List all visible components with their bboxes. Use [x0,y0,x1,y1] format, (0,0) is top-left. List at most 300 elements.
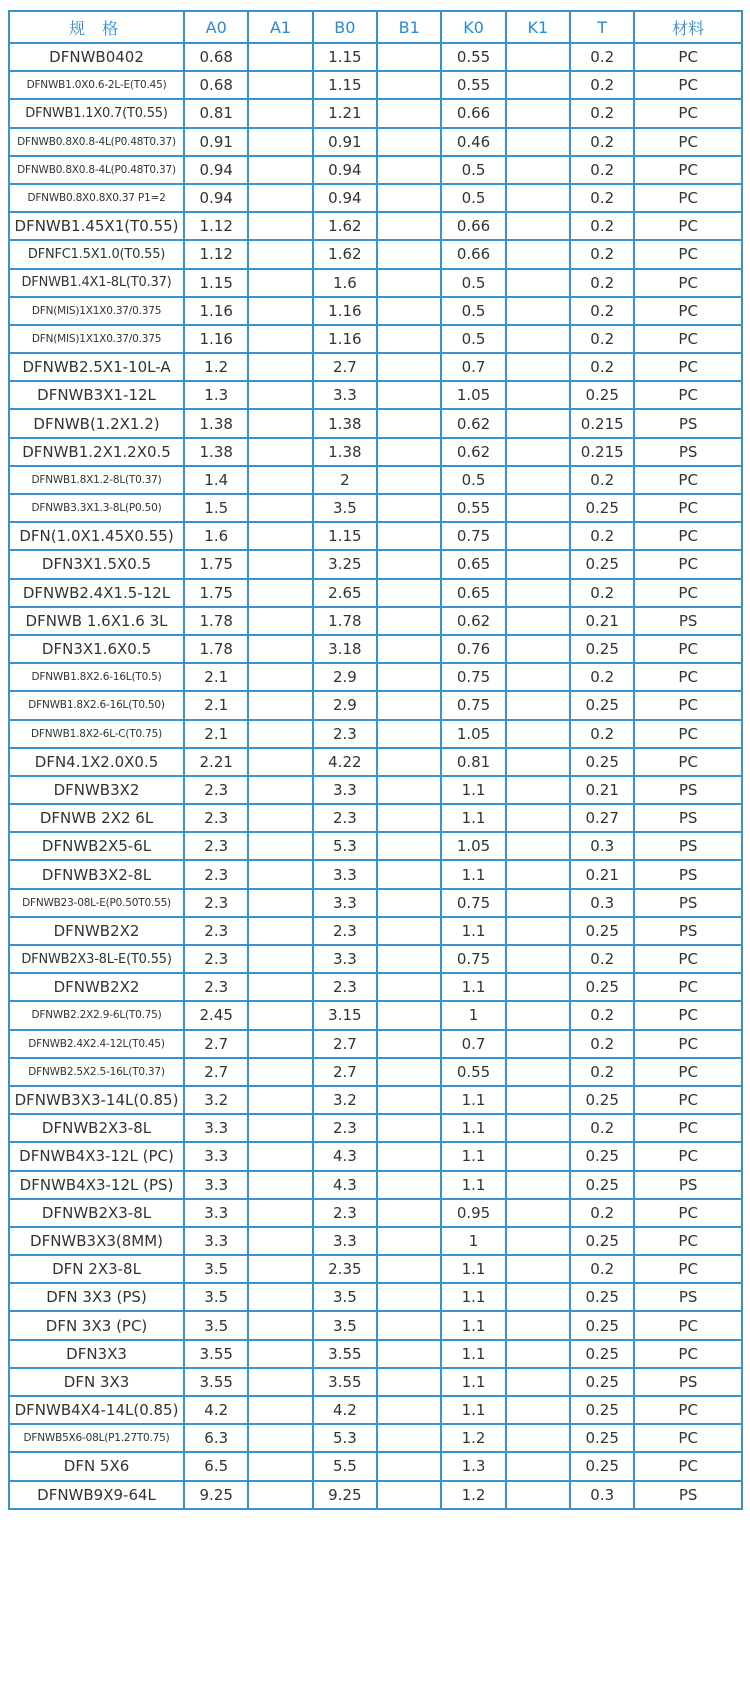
cell-k0: 1 [441,1001,505,1029]
cell-a1 [248,353,312,381]
cell-t: 0.3 [570,832,634,860]
cell-k1 [506,607,570,635]
cell-a1 [248,156,312,184]
cell-t: 0.3 [570,1481,634,1509]
cell-material: PC [634,1311,742,1339]
cell-b1 [377,1283,441,1311]
cell-t: 0.2 [570,466,634,494]
cell-k0: 0.62 [441,409,505,437]
cell-material: PC [634,381,742,409]
cell-b0: 3.5 [313,1311,377,1339]
cell-t: 0.21 [570,776,634,804]
cell-a0: 1.12 [184,212,248,240]
cell-k1 [506,353,570,381]
cell-spec: DFNWB4X3-12L (PS) [9,1171,184,1199]
cell-b0: 1.62 [313,212,377,240]
cell-t: 0.21 [570,860,634,888]
cell-spec: DFNWB1.0X0.6-2L-E(T0.45) [9,71,184,99]
cell-t: 0.2 [570,1255,634,1283]
cell-a1 [248,240,312,268]
cell-material: PC [634,43,742,71]
table-row [9,494,742,522]
cell-a1 [248,550,312,578]
cell-b0: 5.5 [313,1452,377,1480]
cell-k1 [506,889,570,917]
cell-b0: 5.3 [313,1424,377,1452]
cell-material: PS [634,804,742,832]
cell-spec: DFNWB3X2 [9,776,184,804]
table-row [9,1255,742,1283]
cell-b1 [377,494,441,522]
cell-a0: 3.3 [184,1142,248,1170]
cell-material: PC [634,973,742,1001]
cell-b1 [377,1396,441,1424]
cell-t: 0.2 [570,71,634,99]
cell-b1 [377,1368,441,1396]
cell-k1 [506,1030,570,1058]
cell-t: 0.25 [570,748,634,776]
cell-k1 [506,466,570,494]
cell-a1 [248,945,312,973]
cell-b1 [377,1171,441,1199]
cell-a0: 2.1 [184,663,248,691]
cell-k0: 0.75 [441,945,505,973]
cell-material: PC [634,945,742,973]
cell-spec: DFNWB4X3-12L (PC) [9,1142,184,1170]
table-row [9,1368,742,1396]
cell-k1 [506,1311,570,1339]
cell-b0: 3.3 [313,945,377,973]
cell-k0: 0.76 [441,635,505,663]
cell-t: 0.25 [570,1368,634,1396]
cell-b1 [377,663,441,691]
cell-t: 0.25 [570,550,634,578]
cell-t: 0.2 [570,720,634,748]
cell-a0: 0.81 [184,99,248,127]
cell-k0: 1.1 [441,1171,505,1199]
cell-b0: 2.9 [313,691,377,719]
cell-a1 [248,1086,312,1114]
table-row [9,212,742,240]
cell-spec: DFNWB1.8X1.2-8L(T0.37) [9,466,184,494]
cell-material: PC [634,494,742,522]
cell-a1 [248,832,312,860]
cell-k1 [506,691,570,719]
cell-spec: DFN 3X3 (PS) [9,1283,184,1311]
cell-a1 [248,691,312,719]
cell-b1 [377,522,441,550]
cell-k0: 1.1 [441,917,505,945]
cell-b0: 3.2 [313,1086,377,1114]
cell-b0: 1.38 [313,409,377,437]
cell-k1 [506,1283,570,1311]
table-row [9,579,742,607]
cell-t: 0.25 [570,1171,634,1199]
table-header-row [9,11,742,43]
table-row [9,1311,742,1339]
table-row [9,1227,742,1255]
table-row [9,635,742,663]
table-row [9,240,742,268]
cell-a1 [248,438,312,466]
cell-b1 [377,917,441,945]
cell-t: 0.2 [570,240,634,268]
table-row [9,1481,742,1509]
cell-b0: 3.18 [313,635,377,663]
cell-b0: 1.78 [313,607,377,635]
cell-b1 [377,748,441,776]
cell-material: PC [634,1058,742,1086]
cell-k1 [506,522,570,550]
table-row [9,1452,742,1480]
cell-material: PS [634,776,742,804]
cell-a1 [248,1283,312,1311]
cell-b1 [377,1001,441,1029]
table-row [9,1142,742,1170]
cell-k1 [506,579,570,607]
cell-k0: 1 [441,1227,505,1255]
cell-b0: 0.91 [313,128,377,156]
cell-k1 [506,156,570,184]
cell-a0: 3.5 [184,1255,248,1283]
table-row [9,550,742,578]
cell-a1 [248,663,312,691]
cell-spec: DFNWB1.1X0.7(T0.55) [9,99,184,127]
cell-k0: 0.5 [441,297,505,325]
cell-b0: 2.3 [313,973,377,1001]
cell-a1 [248,804,312,832]
cell-t: 0.2 [570,663,634,691]
cell-b0: 3.5 [313,494,377,522]
cell-a0: 3.5 [184,1283,248,1311]
header-spec: 规 格 [9,11,184,43]
cell-t: 0.25 [570,973,634,1001]
table-row [9,1199,742,1227]
cell-k0: 0.7 [441,1030,505,1058]
cell-b0: 0.94 [313,156,377,184]
cell-t: 0.25 [570,1452,634,1480]
cell-a0: 3.55 [184,1368,248,1396]
cell-k0: 0.62 [441,438,505,466]
cell-spec: DFN 5X6 [9,1452,184,1480]
table-row [9,1001,742,1029]
cell-material: PC [634,720,742,748]
cell-a1 [248,325,312,353]
cell-t: 0.2 [570,128,634,156]
cell-spec: DFNWB0.8X0.8-4L(P0.48T0.37) [9,128,184,156]
cell-t: 0.2 [570,1001,634,1029]
cell-k0: 0.55 [441,494,505,522]
cell-a1 [248,43,312,71]
header-t: T [570,11,634,43]
cell-k0: 1.1 [441,776,505,804]
cell-spec: DFNWB1.2X1.2X0.5 [9,438,184,466]
cell-k1 [506,1340,570,1368]
cell-material: PC [634,269,742,297]
table-row [9,128,742,156]
cell-b0: 9.25 [313,1481,377,1509]
table-row [9,409,742,437]
table-row [9,1283,742,1311]
cell-a0: 1.6 [184,522,248,550]
cell-t: 0.25 [570,691,634,719]
cell-b1 [377,579,441,607]
cell-t: 0.2 [570,945,634,973]
cell-a0: 3.3 [184,1199,248,1227]
cell-b1 [377,1424,441,1452]
cell-a0: 2.3 [184,832,248,860]
cell-spec: DFN 3X3 [9,1368,184,1396]
cell-b0: 4.3 [313,1171,377,1199]
table-row [9,945,742,973]
cell-t: 0.2 [570,353,634,381]
table-row [9,1058,742,1086]
cell-b1 [377,860,441,888]
cell-k1 [506,1481,570,1509]
cell-a1 [248,1368,312,1396]
cell-k0: 0.75 [441,522,505,550]
table-row [9,776,742,804]
header-a0: A0 [184,11,248,43]
cell-a0: 1.75 [184,579,248,607]
cell-spec: DFNWB3X2-8L [9,860,184,888]
cell-b0: 5.3 [313,832,377,860]
table-row [9,1424,742,1452]
cell-k1 [506,1171,570,1199]
cell-b1 [377,1058,441,1086]
cell-b1 [377,325,441,353]
cell-b1 [377,550,441,578]
cell-k1 [506,494,570,522]
cell-a1 [248,1001,312,1029]
cell-a0: 2.3 [184,917,248,945]
cell-t: 0.25 [570,1086,634,1114]
cell-k1 [506,748,570,776]
cell-b0: 1.21 [313,99,377,127]
table-row [9,832,742,860]
cell-k1 [506,325,570,353]
cell-a0: 1.2 [184,353,248,381]
cell-spec: DFNWB2.4X1.5-12L [9,579,184,607]
cell-k1 [506,381,570,409]
cell-k1 [506,184,570,212]
cell-k0: 0.5 [441,269,505,297]
cell-spec: DFNWB2X5-6L [9,832,184,860]
cell-b0: 1.16 [313,297,377,325]
table-row [9,1396,742,1424]
cell-a0: 1.78 [184,607,248,635]
cell-b0: 2.9 [313,663,377,691]
table-row [9,607,742,635]
table-row [9,522,742,550]
cell-a1 [248,1171,312,1199]
cell-k0: 1.1 [441,1142,505,1170]
cell-b0: 4.22 [313,748,377,776]
cell-a0: 3.3 [184,1227,248,1255]
table-row [9,1114,742,1142]
cell-material: PC [634,71,742,99]
cell-a1 [248,466,312,494]
cell-t: 0.2 [570,1199,634,1227]
cell-a0: 3.3 [184,1114,248,1142]
cell-k0: 1.1 [441,860,505,888]
cell-a0: 0.68 [184,43,248,71]
cell-a0: 1.15 [184,269,248,297]
cell-material: PS [634,860,742,888]
cell-material: PC [634,1086,742,1114]
cell-k0: 1.1 [441,804,505,832]
cell-material: PC [634,1396,742,1424]
cell-material: PC [634,663,742,691]
table-row [9,381,742,409]
cell-k0: 1.1 [441,1255,505,1283]
cell-a1 [248,1199,312,1227]
header-material: 材料 [634,11,742,43]
cell-a1 [248,212,312,240]
cell-k0: 0.66 [441,212,505,240]
cell-k1 [506,804,570,832]
cell-k1 [506,1199,570,1227]
cell-a1 [248,494,312,522]
cell-b1 [377,720,441,748]
cell-b1 [377,1340,441,1368]
cell-spec: DFN(MIS)1X1X0.37/0.375 [9,325,184,353]
cell-b1 [377,804,441,832]
cell-k0: 0.65 [441,579,505,607]
cell-k1 [506,409,570,437]
cell-k0: 1.05 [441,381,505,409]
cell-material: PS [634,917,742,945]
cell-a0: 0.94 [184,184,248,212]
cell-material: PS [634,1481,742,1509]
cell-material: PC [634,1227,742,1255]
cell-k1 [506,860,570,888]
cell-t: 0.25 [570,1340,634,1368]
cell-k1 [506,1001,570,1029]
cell-a0: 2.7 [184,1030,248,1058]
cell-spec: DFNWB0.8X0.8-4L(P0.48T0.37) [9,156,184,184]
cell-b0: 3.55 [313,1368,377,1396]
cell-k1 [506,1058,570,1086]
cell-material: PC [634,1142,742,1170]
cell-a0: 2.3 [184,889,248,917]
cell-k1 [506,1227,570,1255]
cell-t: 0.25 [570,1396,634,1424]
table-row [9,325,742,353]
table-row [9,804,742,832]
cell-a1 [248,522,312,550]
cell-a1 [248,635,312,663]
cell-t: 0.2 [570,522,634,550]
cell-k0: 0.75 [441,691,505,719]
cell-b0: 3.3 [313,1227,377,1255]
cell-k0: 0.5 [441,466,505,494]
cell-k0: 0.75 [441,889,505,917]
cell-b1 [377,381,441,409]
cell-material: PS [634,1171,742,1199]
cell-b1 [377,409,441,437]
cell-material: PC [634,748,742,776]
cell-k0: 1.3 [441,1452,505,1480]
cell-material: PC [634,212,742,240]
table-row [9,720,742,748]
cell-b0: 2.7 [313,1030,377,1058]
cell-k1 [506,635,570,663]
cell-material: PC [634,1424,742,1452]
cell-b0: 1.6 [313,269,377,297]
cell-spec: DFNWB4X4-14L(0.85) [9,1396,184,1424]
cell-b0: 3.3 [313,776,377,804]
cell-k1 [506,832,570,860]
cell-t: 0.2 [570,325,634,353]
tape-dimensions-table [8,10,743,1510]
cell-t: 0.2 [570,579,634,607]
cell-material: PC [634,579,742,607]
cell-t: 0.25 [570,1424,634,1452]
cell-b0: 1.15 [313,71,377,99]
cell-material: PC [634,240,742,268]
cell-spec: DFN3X3 [9,1340,184,1368]
spec-sheet [8,10,743,1510]
cell-a0: 0.91 [184,128,248,156]
cell-k1 [506,1114,570,1142]
cell-k1 [506,720,570,748]
cell-a1 [248,917,312,945]
cell-a0: 1.16 [184,297,248,325]
cell-b0: 2.3 [313,804,377,832]
cell-a1 [248,748,312,776]
cell-b1 [377,1030,441,1058]
cell-spec: DFNWB23-08L-E(P0.50T0.55) [9,889,184,917]
cell-k0: 1.1 [441,1086,505,1114]
cell-t: 0.21 [570,607,634,635]
cell-a1 [248,1340,312,1368]
cell-a0: 6.5 [184,1452,248,1480]
cell-k1 [506,550,570,578]
cell-spec: DFNWB3X3-14L(0.85) [9,1086,184,1114]
cell-k0: 0.62 [441,607,505,635]
cell-t: 0.25 [570,381,634,409]
cell-spec: DFN 2X3-8L [9,1255,184,1283]
cell-a0: 2.21 [184,748,248,776]
cell-k1 [506,1396,570,1424]
cell-b0: 2.3 [313,917,377,945]
cell-spec: DFN(1.0X1.45X0.55) [9,522,184,550]
cell-material: PC [634,466,742,494]
cell-t: 0.2 [570,99,634,127]
cell-a0: 1.75 [184,550,248,578]
table-row [9,1086,742,1114]
cell-a0: 2.3 [184,973,248,1001]
cell-b1 [377,1142,441,1170]
cell-a0: 1.12 [184,240,248,268]
cell-b0: 2.3 [313,1199,377,1227]
cell-k0: 1.1 [441,1283,505,1311]
cell-a1 [248,71,312,99]
cell-k0: 0.55 [441,43,505,71]
cell-a1 [248,1058,312,1086]
cell-b0: 3.5 [313,1283,377,1311]
table-row [9,1340,742,1368]
cell-a1 [248,1311,312,1339]
cell-material: PS [634,832,742,860]
cell-material: PC [634,1340,742,1368]
cell-a1 [248,776,312,804]
cell-a0: 0.94 [184,156,248,184]
cell-spec: DFN4.1X2.0X0.5 [9,748,184,776]
cell-b1 [377,269,441,297]
cell-spec: DFNWB2X3-8L [9,1114,184,1142]
